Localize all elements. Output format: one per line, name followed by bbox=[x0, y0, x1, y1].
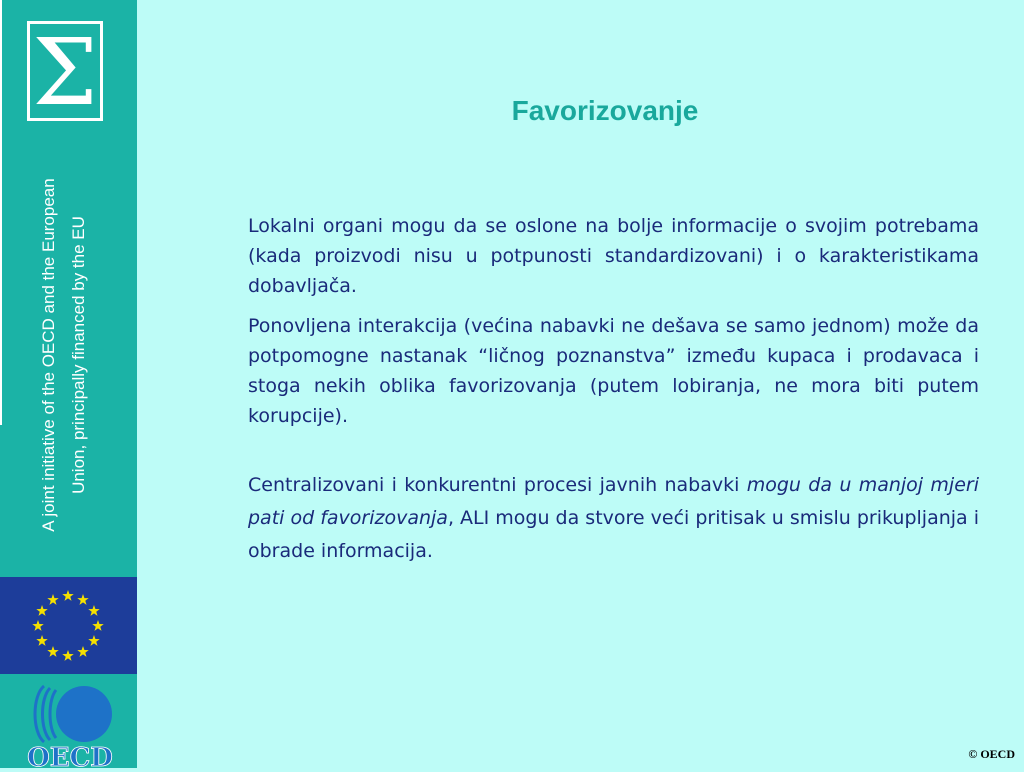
sidebar-divider bbox=[0, 0, 2, 425]
copyright-footer: © OECD bbox=[968, 747, 1015, 761]
eu-star-icon bbox=[62, 650, 73, 661]
paragraph-3-italic: mogu da u manjoj mjeri pati od favorizovanja bbox=[248, 474, 979, 529]
eu-star-icon bbox=[47, 594, 58, 605]
slide-title: Favorizovanje bbox=[511, 95, 699, 126]
eu-star-icon bbox=[47, 646, 58, 657]
eu-flag-icon bbox=[0, 577, 137, 674]
paragraph-3 bbox=[248, 469, 979, 568]
paragraph-3-start: Centralizovani i konkurentni procesi javnih nabavki bbox=[248, 474, 747, 496]
paragraph-2: Ponovljena interakcija (većina nabavki ne dešava se samo jednom) može da potpomogne nastanak “ličnog poznanstva” između kupaca i prodavaca i stoga nekih oblika favorizovanja (putem lobiranja, ne mora biti putem korupcije). bbox=[248, 315, 979, 427]
paragraph-1: Lokalni organi mogu da se oslone na bolje informacije o svojim potrebama (kada proizvodi nisu u potpunosti standardizovani) i o karakteristikama dobavljača. bbox=[248, 215, 979, 297]
eu-star-icon bbox=[32, 620, 43, 631]
oecd-logo-text: OECD bbox=[27, 743, 113, 768]
sidebar bbox=[0, 0, 137, 768]
paragraph-3-end: , ALI mogu da stvore veći pritisak u smislu prikupljanja i obrade informacija. bbox=[248, 507, 979, 562]
slide-content bbox=[248, 211, 979, 568]
eu-star-icon bbox=[36, 635, 47, 646]
caption-line-2: Union, principally financed by the EU bbox=[69, 216, 88, 494]
sidebar-vertical-caption bbox=[34, 140, 100, 570]
eu-star-icon bbox=[77, 594, 88, 605]
sigma-logo bbox=[27, 19, 103, 126]
eu-star-icon bbox=[36, 605, 47, 616]
eu-star-icon bbox=[77, 646, 88, 657]
caption-line-1: A joint initiative of the OECD and the European bbox=[39, 178, 58, 532]
eu-star-icon bbox=[88, 605, 99, 616]
eu-star-icon bbox=[88, 635, 99, 646]
sigma-symbol: Σ bbox=[32, 19, 98, 126]
eu-star-icon bbox=[92, 620, 103, 631]
oecd-logo bbox=[22, 682, 118, 768]
eu-star-icon bbox=[62, 590, 73, 601]
